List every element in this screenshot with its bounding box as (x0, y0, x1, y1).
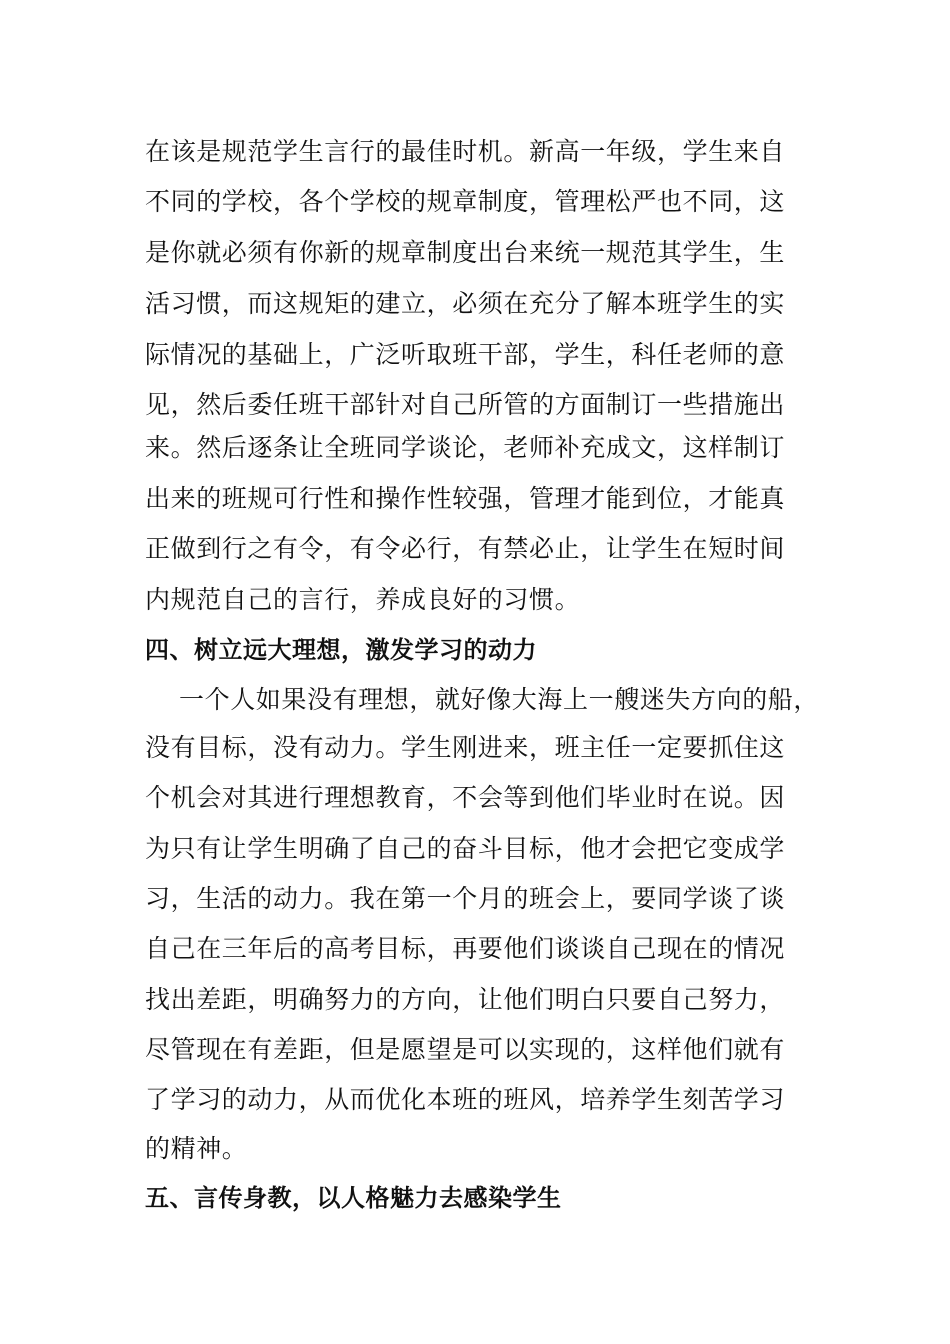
text-line: 没有目标，没有动力。学生刚进来，班主任一定要抓住这 (145, 733, 786, 762)
section-heading: 五、言传身教，以人格魅力去感染学生 (145, 1184, 562, 1212)
text-line: 出来的班规可行性和操作性较强，管理才能到位，才能真 (145, 484, 786, 513)
text-line: 不同的学校，各个学校的规章制度，管理松严也不同，这 (145, 187, 786, 216)
text-line: 为只有让学生明确了自己的奋斗目标，他才会把它变成学 (145, 834, 786, 863)
text-line: 在该是规范学生言行的最佳时机。新高一年级，学生来自 (145, 137, 786, 166)
text-line: 个机会对其进行理想教育，不会等到他们毕业时在说。因 (145, 783, 786, 812)
text-line: 自己在三年后的高考目标，再要他们谈谈自己现在的情况 (145, 934, 786, 963)
text-line: 活习惯，而这规矩的建立，必须在充分了解本班学生的实 (145, 289, 786, 318)
text-line: 一个人如果没有理想，就好像大海上一艘迷失方向的船， (179, 685, 820, 714)
text-line: 际情况的基础上，广泛听取班干部，学生，科任老师的意 (145, 340, 786, 369)
text-line: 见，然后委任班干部针对自己所管的方面制订一些措施出 (145, 390, 786, 419)
text-line: 内规范自己的言行，养成良好的习惯。 (145, 585, 581, 614)
section-heading: 四、树立远大理想，激发学习的动力 (145, 636, 537, 664)
text-line: 了学习的动力，从而优化本班的班风，培养学生刻苦学习 (145, 1085, 786, 1114)
text-line: 找出差距，明确努力的方向，让他们明白只要自己努力， (145, 985, 786, 1014)
text-line: 习，生活的动力。我在第一个月的班会上，要同学谈了谈 (145, 884, 786, 913)
text-line: 是你就必须有你新的规章制度出台来统一规范其学生，生 (145, 238, 786, 267)
text-line: 来。然后逐条让全班同学谈论，老师补充成文，这样制订 (145, 433, 786, 462)
text-line: 的精神。 (145, 1134, 248, 1163)
text-line: 正做到行之有令，有令必行，有禁必止，让学生在短时间 (145, 534, 786, 563)
text-line: 尽管现在有差距，但是愿望是可以实现的，这样他们就有 (145, 1035, 786, 1064)
